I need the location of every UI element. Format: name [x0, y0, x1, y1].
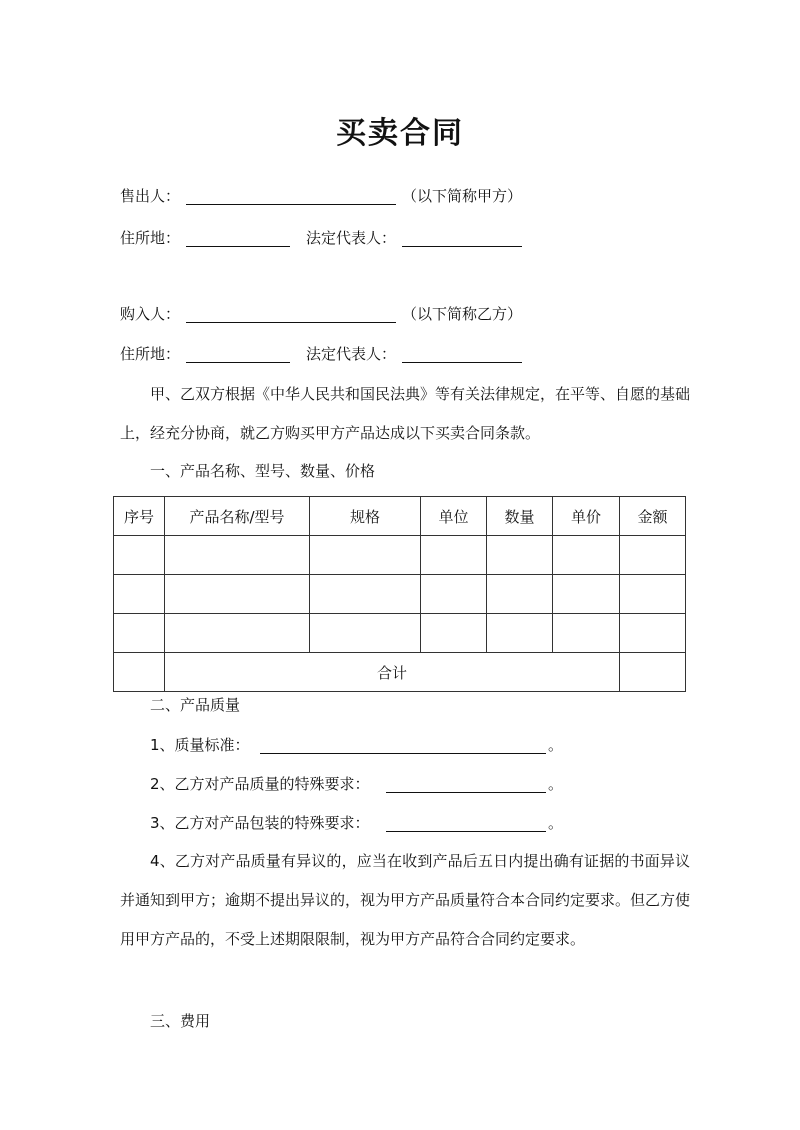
buyer-address-blank[interactable] — [186, 362, 290, 363]
table-cell[interactable] — [165, 575, 310, 614]
table-cell[interactable] — [553, 536, 620, 575]
table-cell[interactable] — [620, 536, 686, 575]
col-header: 数量 — [487, 497, 553, 536]
table-cell[interactable] — [165, 536, 310, 575]
seller-address-label: 住所地： — [120, 229, 181, 247]
goods-table — [113, 496, 686, 692]
table-cell[interactable] — [114, 653, 165, 692]
seller-row — [120, 185, 690, 207]
table-row — [114, 536, 686, 575]
section-1-heading: 一、产品名称、型号、数量、价格 — [150, 462, 376, 480]
section-3-heading: 三、费用 — [150, 1012, 211, 1030]
table-cell[interactable] — [421, 536, 487, 575]
total-label: 合计 — [165, 653, 620, 692]
col-header: 序号 — [114, 497, 165, 536]
table-cell[interactable] — [114, 536, 165, 575]
table-cell[interactable] — [620, 575, 686, 614]
quality-requirement-label: 2、乙方对产品质量的特殊要求： — [150, 775, 370, 793]
intro-paragraph: 甲、乙双方根据《中华人民共和国民法典》等有关法律规定，在平等、自愿的基础上，经充分协商，就乙方购买甲方产品达成以下买卖合同条款。 — [120, 385, 691, 442]
table-cell[interactable] — [310, 614, 421, 653]
packaging-requirement-row — [150, 812, 570, 834]
table-cell[interactable] — [620, 614, 686, 653]
packaging-requirement-label: 3、乙方对产品包装的特殊要求： — [150, 814, 370, 832]
quality-standard-row — [150, 734, 570, 756]
col-header: 规格 — [310, 497, 421, 536]
quality-requirement-row — [150, 773, 570, 795]
document-title: 买卖合同 — [336, 116, 464, 151]
seller-rep-blank[interactable] — [402, 246, 522, 247]
table-row — [114, 614, 686, 653]
period: 。 — [548, 814, 564, 832]
table-cell[interactable] — [553, 614, 620, 653]
buyer-address-label: 住所地： — [120, 345, 181, 363]
table-cell[interactable] — [421, 614, 487, 653]
table-header-row — [114, 497, 686, 536]
table-cell[interactable] — [310, 536, 421, 575]
buyer-note: （以下简称乙方） — [402, 305, 523, 323]
table-cell[interactable] — [114, 575, 165, 614]
col-header: 单位 — [421, 497, 487, 536]
seller-address-blank[interactable] — [186, 246, 290, 247]
col-header: 单价 — [553, 497, 620, 536]
table-cell[interactable] — [553, 575, 620, 614]
period: 。 — [548, 775, 564, 793]
quality-requirement-blank[interactable] — [386, 792, 546, 793]
quality-standard-blank[interactable] — [260, 753, 546, 754]
col-header: 产品名称/型号 — [165, 497, 310, 536]
seller-rep-label: 法定代表人： — [306, 229, 397, 247]
quality-objection-paragraph: 4、乙方对产品质量有异议的，应当在收到产品后五日内提出确有证据的书面异议并通知到甲方；逾期不提出异议的，视为甲方产品质量符合本合同约定要求。但乙方使用甲方产品的，不受上述期限限制，视为甲方产品符合合同约定要求。 — [120, 852, 691, 948]
col-header: 金额 — [620, 497, 686, 536]
table-cell[interactable] — [487, 614, 553, 653]
total-amount-cell[interactable] — [620, 653, 686, 692]
table-total-row — [114, 653, 686, 692]
packaging-requirement-blank[interactable] — [386, 831, 546, 832]
seller-note: （以下简称甲方） — [402, 187, 523, 205]
buyer-rep-blank[interactable] — [402, 362, 522, 363]
seller-address-row — [120, 227, 690, 249]
buyer-row — [120, 303, 690, 325]
table-cell[interactable] — [165, 614, 310, 653]
quality-standard-label: 1、质量标准： — [150, 736, 250, 754]
table-cell[interactable] — [487, 575, 553, 614]
table-cell[interactable] — [114, 614, 165, 653]
table-cell[interactable] — [421, 575, 487, 614]
table-cell[interactable] — [487, 536, 553, 575]
buyer-rep-label: 法定代表人： — [306, 345, 397, 363]
buyer-name-blank[interactable] — [186, 322, 396, 323]
seller-name-blank[interactable] — [186, 204, 396, 205]
buyer-label: 购入人： — [120, 305, 181, 323]
table-cell[interactable] — [310, 575, 421, 614]
seller-label: 售出人： — [120, 187, 181, 205]
section-2-heading: 二、产品质量 — [150, 696, 241, 714]
table-row — [114, 575, 686, 614]
buyer-address-row — [120, 343, 690, 365]
period: 。 — [548, 736, 564, 754]
